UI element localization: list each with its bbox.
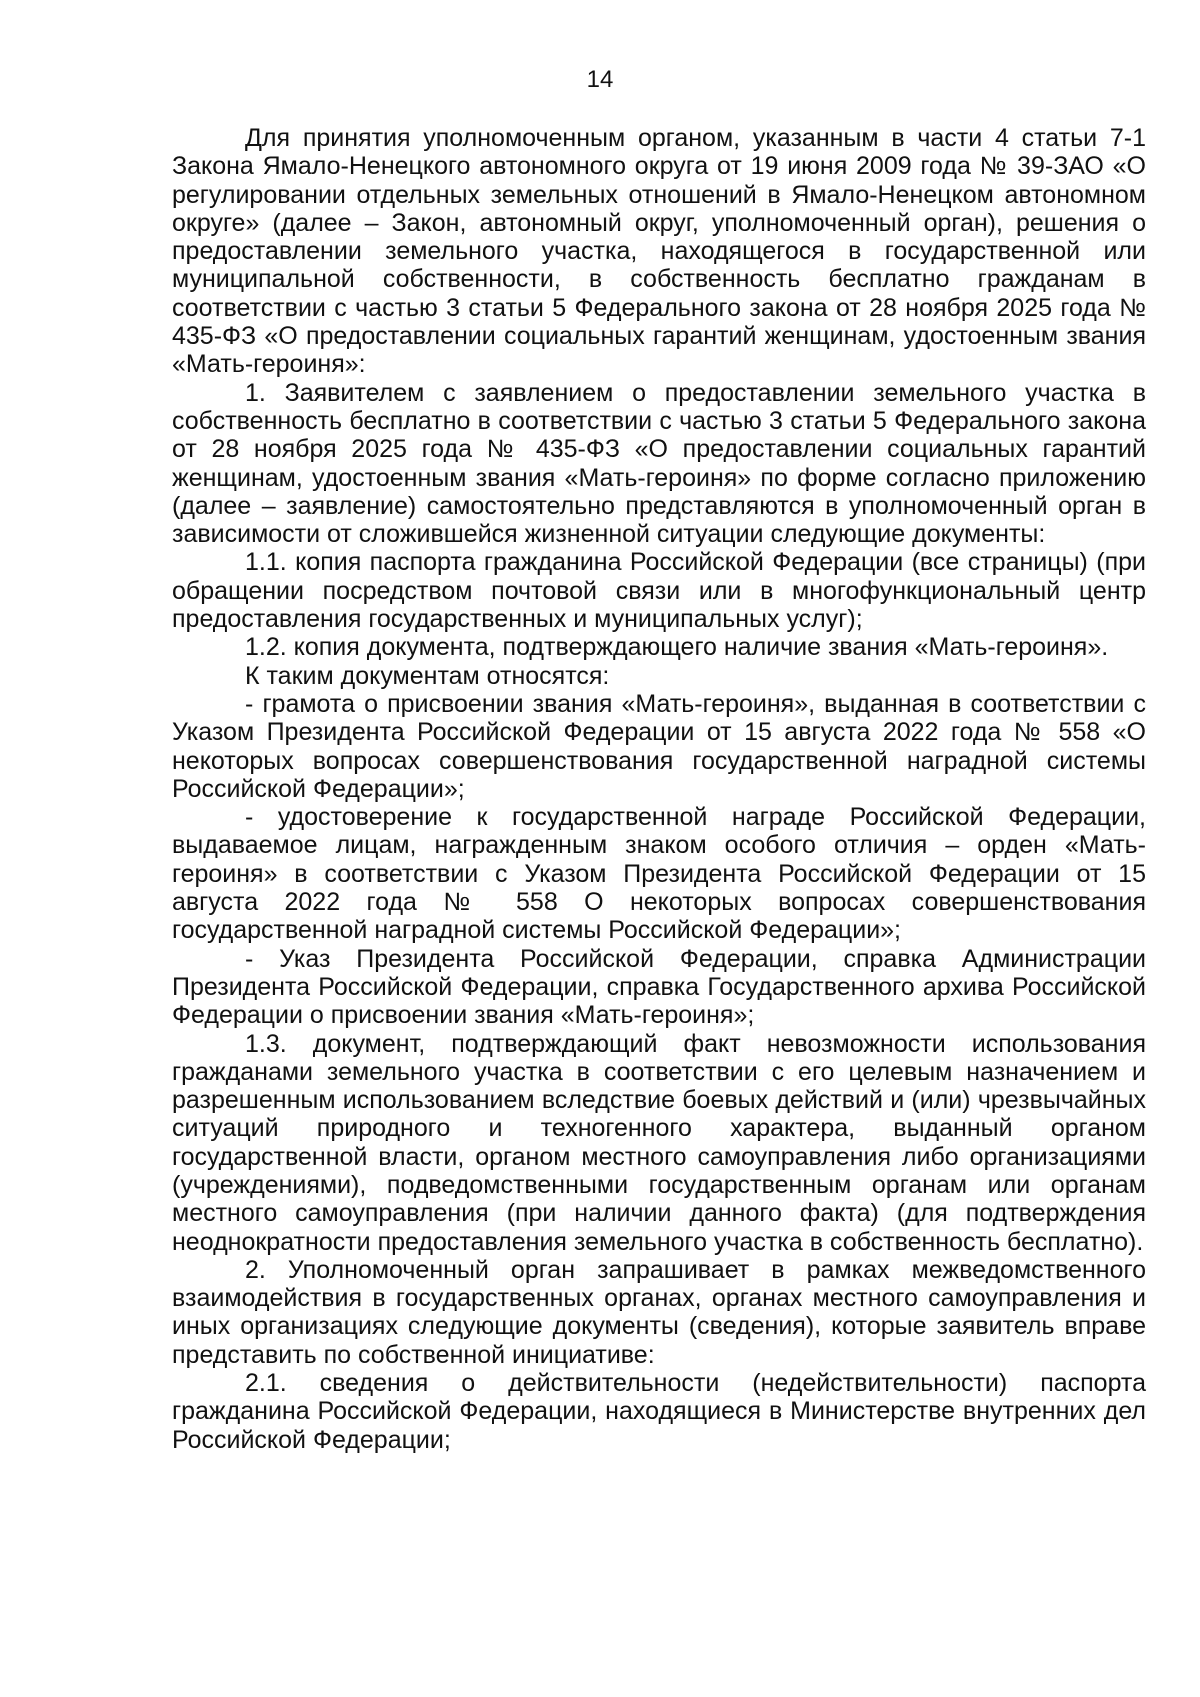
- paragraph-documents-intro: К таким документам относятся:: [245, 661, 610, 690]
- paragraph-dash-udostoverenie: - удостоверение к государственной награде Российской Федерации, выдаваемое лицам, награжденным знаком особого отличия – орден «Мать-героиня» в соответствии с Указом Президента Российской Федерации от 15 августа 2022 года № 558 О некоторых вопросах совершенствования государственной наградной системы Российской Федерации»;: [172, 803, 1146, 945]
- document-body: [172, 124, 1146, 1454]
- paragraph-item-1-1: 1.1. копия паспорта гражданина Российской Федерации (все страницы) (при обращении посредством почтовой связи или в многофункциональный центр предоставления государственных и муниципальных услуг);: [172, 548, 1146, 634]
- paragraph-item-1-3: 1.3. документ, подтверждающий факт невозможности использования гражданами земельного участка в соответствии с его целевым назначением и разрешенным использованием вследствие боевых действий и (или) чрезвычайных ситуаций природного и техногенного характера, выданный органом государственной власти, органом местного самоуправления либо организациями (учреждениями), подведомственными государственным органам или органам местного самоуправления (при наличии данного факта) (для подтверждения неоднократности предоставления земельного участка в собственность бесплатно).: [172, 1029, 1146, 1256]
- paragraph-item-2: 2. Уполномоченный орган запрашивает в рамках межведомственного взаимодействия в государственных органах, органах местного самоуправления и иных организациях следующие документы (сведения), которые заявитель вправе представить по собственной инициативе:: [172, 1255, 1146, 1369]
- paragraph-item-1: 1. Заявителем с заявлением о предоставлении земельного участка в собственность бесплатно в соответствии с частью 3 статьи 5 Федерального закона от 28 ноября 2025 года № 435-ФЗ «О предоставлении социальных гарантий женщинам, удостоенным звания «Мать-героиня» по форме согласно приложению (далее – заявление) самостоятельно представляются в уполномоченный орган в зависимости от сложившейся жизненной ситуации следующие документы:: [172, 378, 1146, 549]
- paragraph-dash-gramota: - грамота о присвоении звания «Мать-героиня», выданная в соответствии с Указом Президента Российской Федерации от 15 августа 2022 года № 558 «О некоторых вопросах совершенствования государственной наградной системы Российской Федерации»;: [172, 689, 1146, 803]
- paragraph-item-2-1: 2.1. сведения о действительности (недействительности) паспорта гражданина Российской Федерации, находящиеся в Министерстве внутренних дел Российской Федерации;: [172, 1369, 1146, 1454]
- paragraph-dash-ukaz: - Указ Президента Российской Федерации, справка Администрации Президента Российской Федерации, справка Государственного архива Российской Федерации о присвоении звания «Мать-героиня»;: [172, 944, 1146, 1030]
- paragraph-intro: Для принятия уполномоченным органом, указанным в части 4 статьи 7-1 Закона Ямало-Ненецкого автономного округа от 19 июня 2009 года № 39-ЗАО «О регулировании отдельных земельных отношений в Ямало-Ненецком автономном округе» (далее – Закон, автономный округ, уполномоченный орган), решения о предоставлении земельного участка, находящегося в государственной или муниципальной собственности, в собственность бесплатно гражданам в соответствии с частью 3 статьи 5 Федерального закона от 28 ноября 2025 года № 435-ФЗ «О предоставлении социальных гарантий женщинам, удостоенным звания «Мать-героиня»:: [172, 124, 1146, 379]
- page-number: 14: [586, 66, 614, 93]
- paragraph-item-1-2: 1.2. копия документа, подтверждающего наличие звания «Мать-героиня».: [245, 633, 1109, 662]
